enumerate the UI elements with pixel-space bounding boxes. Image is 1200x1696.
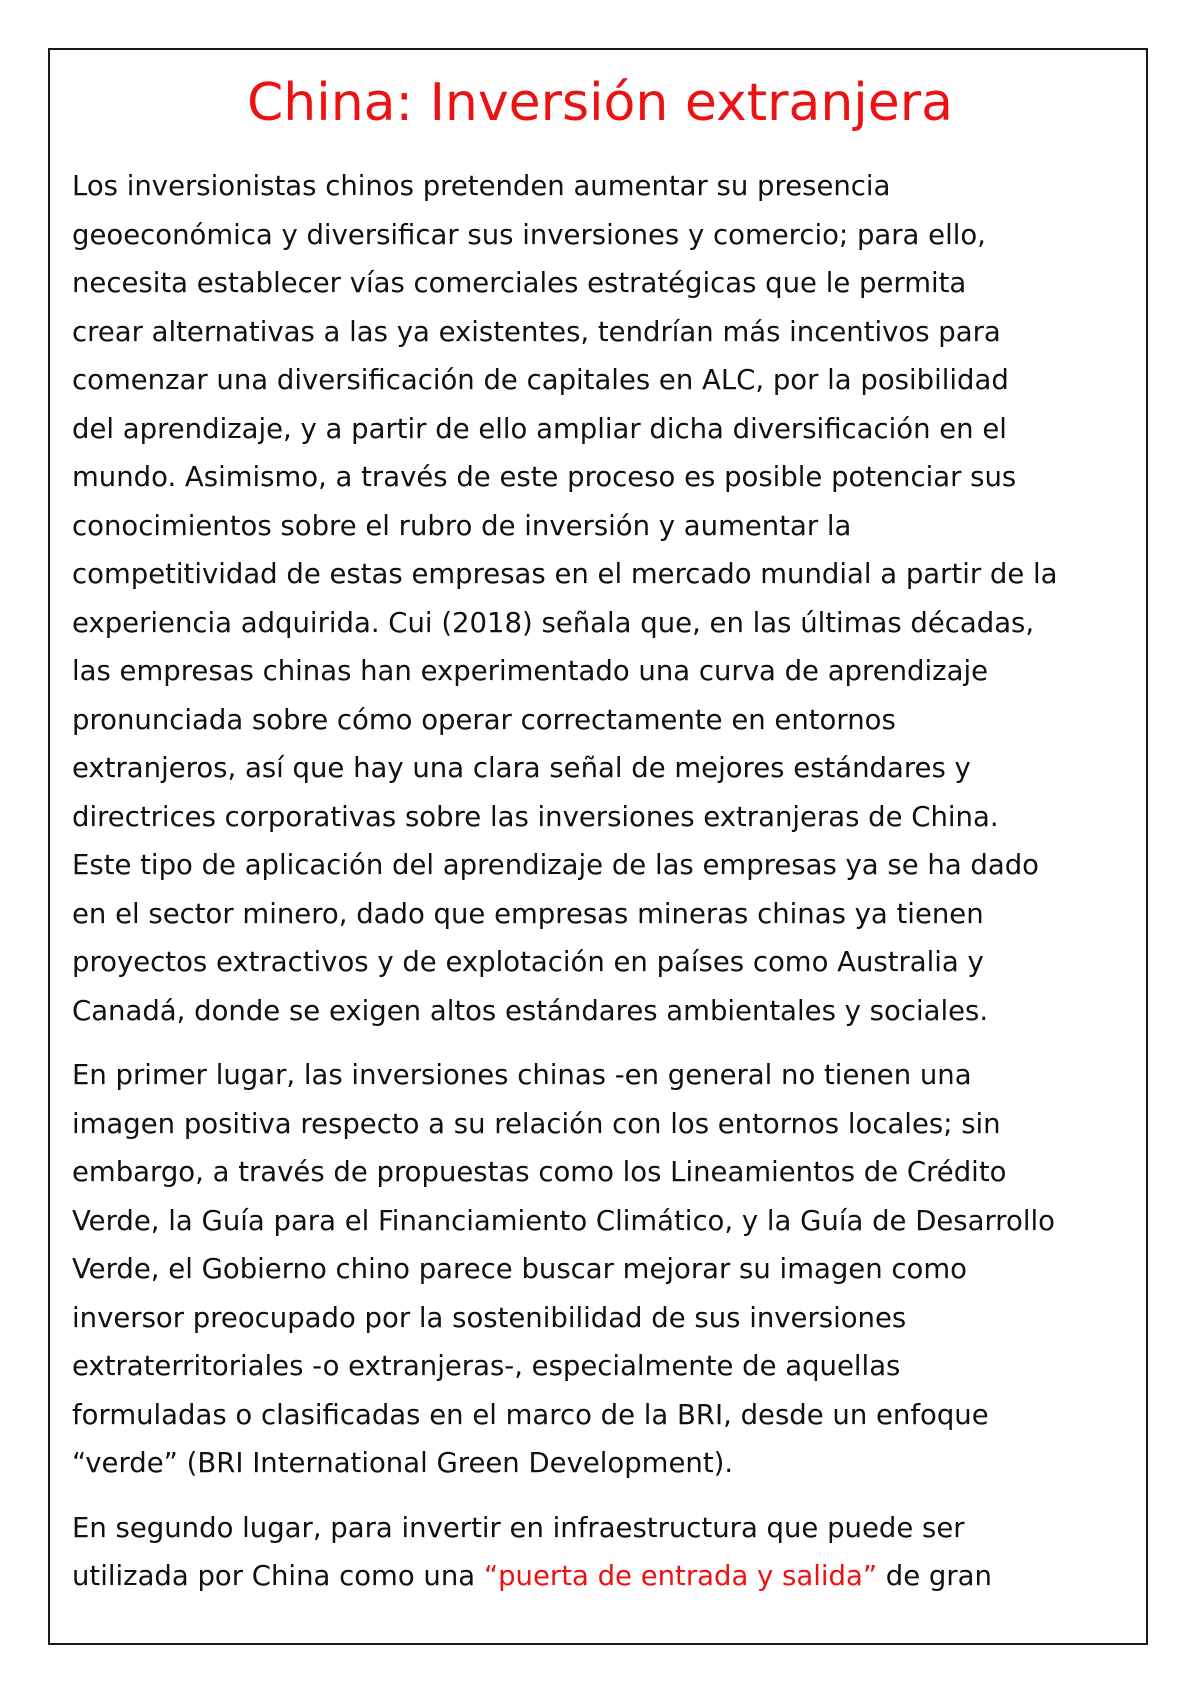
text-line: extraterritoriales -o extranjeras-, especialmente de aquellas (72, 1350, 901, 1382)
paragraph-2 (72, 1051, 1137, 1488)
text-line: crear alternativas a las ya existentes, tendrían más incentivos para (72, 315, 1001, 348)
text-line: las empresas chinas han experimentado una curva de aprendizaje (72, 655, 988, 687)
text-line: Verde, la Guía para el Financiamiento Climático, y la Guía de Desarrollo (72, 1204, 1055, 1237)
text-line: formuladas o clasificadas en el marco de la BRI, desde un enfoque (72, 1398, 989, 1431)
paragraph-3 (72, 1504, 1137, 1601)
text-line: en el sector minero, dado que empresas mineras chinas ya tienen (72, 897, 984, 930)
paragraph-1 (72, 162, 1137, 1035)
text-line: Este tipo de aplicación del aprendizaje de las empresas ya se ha dado (72, 849, 1039, 881)
document-body (72, 162, 1137, 1617)
text-line: Verde, el Gobierno chino parece buscar mejorar su imagen como (72, 1253, 967, 1285)
text-segment: de gran (877, 1560, 992, 1592)
text-line: extranjeros, así que hay una clara señal de mejores estándares y (72, 752, 971, 784)
page-title: China: Inversión extranjera (247, 73, 953, 133)
text-line-with-highlight (72, 1552, 1137, 1601)
text-line: conocimientos sobre el rubro de inversión y aumentar la (72, 509, 852, 542)
text-line: pronunciada sobre cómo operar correctamente en entornos (72, 703, 896, 736)
text-line: Los inversionistas chinos pretenden aumentar su presencia (72, 170, 891, 202)
text-line: geoeconómica y diversificar sus inversiones y comercio; para ello, (72, 218, 986, 251)
text-line: comenzar una diversificación de capitales en ALC, por la posibilidad (72, 364, 1009, 396)
text-line: proyectos extractivos y de explotación en países como Australia y (72, 946, 984, 978)
text-line: Canadá, donde se exigen altos estándares ambientales y sociales. (72, 994, 989, 1027)
text-line: directrices corporativas sobre las inversiones extranjeras de China. (72, 800, 999, 833)
text-line: experiencia adquirida. Cui (2018) señala que, en las últimas décadas, (72, 606, 1035, 639)
text-line: competitividad de estas empresas en el mercado mundial a partir de la (72, 558, 1058, 590)
text-segment: utilizada por China como una (72, 1560, 484, 1592)
text-line: En segundo lugar, para invertir en infraestructura que puede ser (72, 1511, 965, 1544)
text-line: necesita establecer vías comerciales estratégicas que le permita (72, 267, 967, 299)
text-line: inversor preocupado por la sostenibilidad de sus inversiones (72, 1301, 907, 1334)
text-line: imagen positiva respecto a su relación con los entornos locales; sin (72, 1107, 1001, 1140)
text-line: “verde” (BRI International Green Development). (72, 1447, 734, 1479)
text-line: embargo, a través de propuestas como los Lineamientos de Crédito (72, 1156, 1007, 1188)
text-line: del aprendizaje, y a partir de ello ampliar dicha diversificación en el (72, 412, 1007, 445)
text-line: En primer lugar, las inversiones chinas -en general no tienen una (72, 1059, 972, 1091)
text-line: mundo. Asimismo, a través de este proceso es posible potenciar sus (72, 461, 1017, 493)
highlighted-quote: “puerta de entrada y salida” (483, 1560, 878, 1592)
